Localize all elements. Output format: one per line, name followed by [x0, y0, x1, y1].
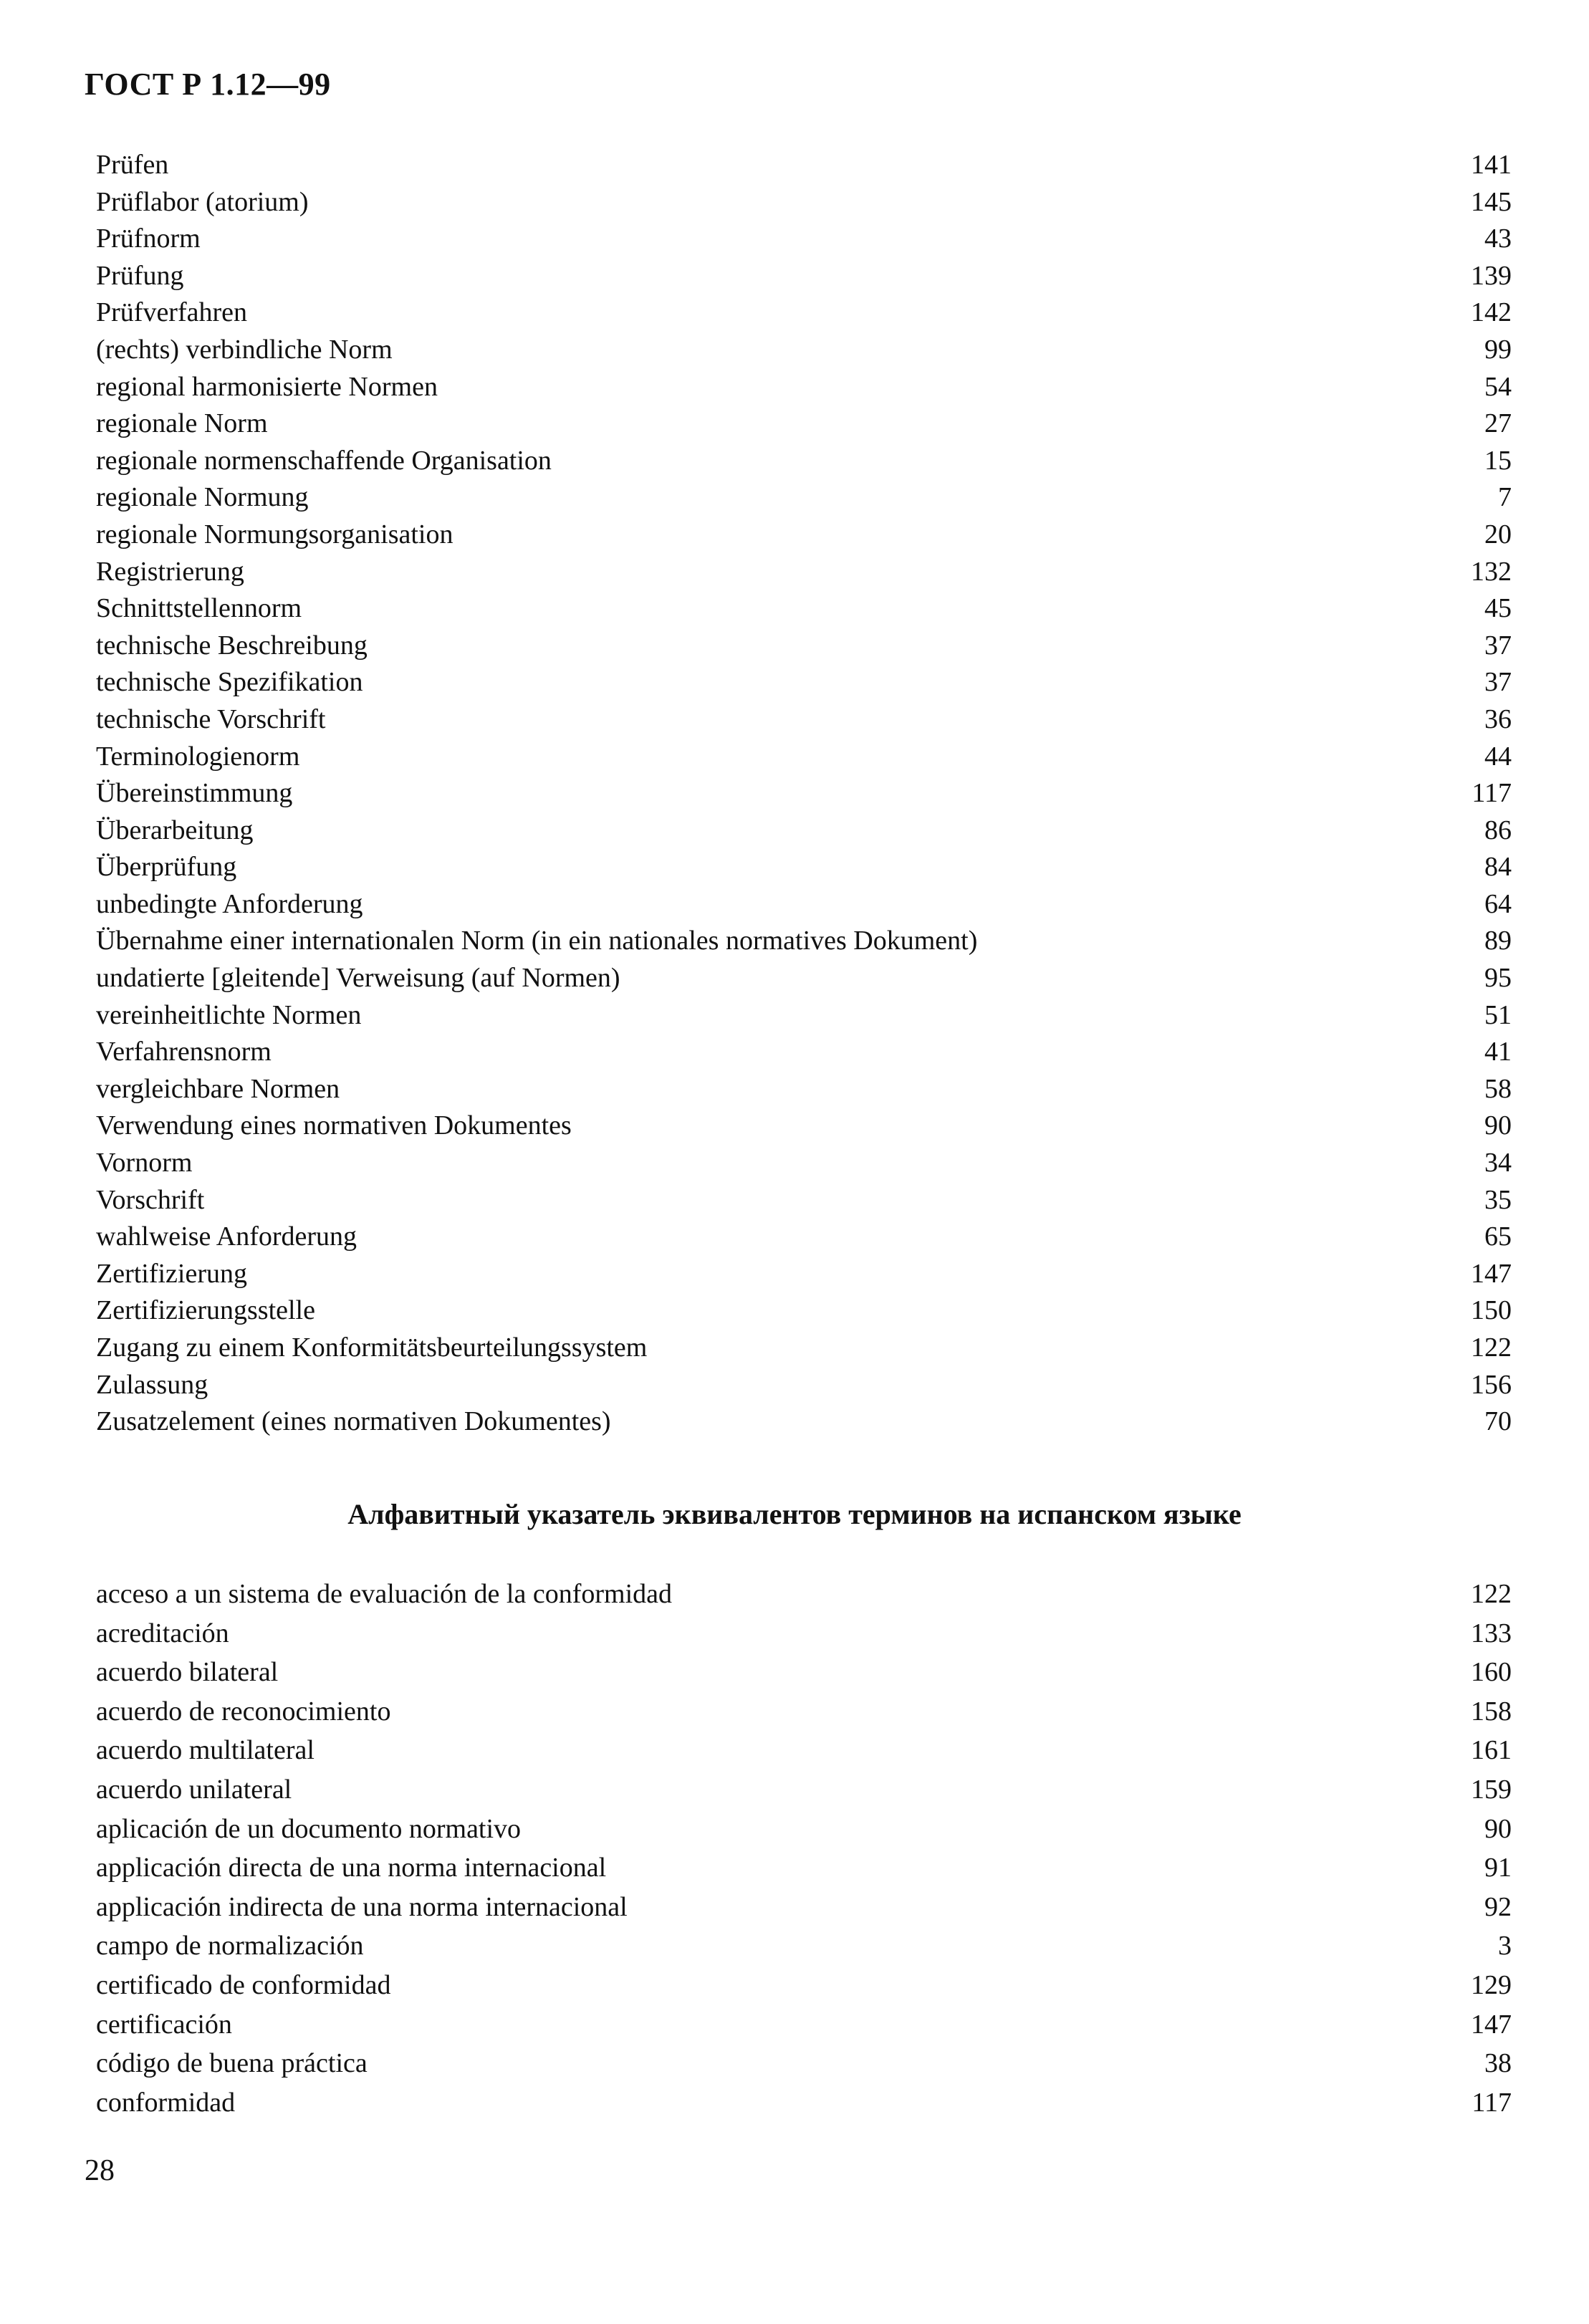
index-entry: [96, 960, 1512, 997]
index-entry: [96, 1692, 1512, 1732]
index-entry: [96, 1403, 1512, 1441]
index-term-number: 89: [1484, 926, 1512, 956]
index-term-number: 159: [1471, 1774, 1512, 1805]
index-term: acuerdo multilateral: [96, 1735, 315, 1766]
index-term: regionale Norm: [96, 408, 268, 439]
index-term: código de buena práctica: [96, 2048, 368, 2079]
index-term-number: 161: [1471, 1735, 1512, 1766]
index-term: acreditación: [96, 1618, 229, 1648]
index-term: certificado de conformidad: [96, 1969, 391, 2000]
index-entry: [96, 1108, 1512, 1145]
index-term-number: 147: [1471, 1258, 1512, 1289]
index-term: Schnittstellennorm: [96, 593, 302, 624]
index-entry: [96, 1966, 1512, 2005]
index-term-number: 139: [1471, 260, 1512, 291]
index-term-number: 132: [1471, 556, 1512, 587]
index-term: acuerdo unilateral: [96, 1774, 292, 1805]
index-entry: [96, 184, 1512, 221]
index-entry: [96, 1810, 1512, 1849]
index-term-number: 51: [1484, 999, 1512, 1030]
index-entry: [96, 369, 1512, 406]
index-term: Zugang zu einem Konformitätsbeurteilungssystem: [96, 1333, 648, 1363]
index-term: technische Vorschrift: [96, 704, 326, 734]
index-term: Zertifizierungsstelle: [96, 1295, 315, 1326]
index-term-number: 122: [1471, 1579, 1512, 1609]
index-term-number: 37: [1484, 630, 1512, 661]
index-entry: [96, 479, 1512, 517]
index-entry: [96, 1770, 1512, 1810]
index-term: Prüfnorm: [96, 224, 201, 254]
index-term: acuerdo bilateral: [96, 1657, 279, 1688]
index-term-number: 45: [1484, 593, 1512, 624]
index-term: regionale Normung: [96, 482, 309, 513]
index-entry: [96, 405, 1512, 443]
index-entry: [96, 1182, 1512, 1219]
index-entry: [96, 664, 1512, 701]
index-term-number: 90: [1484, 1110, 1512, 1141]
index-entry: [96, 1071, 1512, 1108]
page-number: 28: [85, 2154, 115, 2187]
index-entry: [96, 443, 1512, 480]
index-entry: [96, 258, 1512, 295]
index-term: conformidad: [96, 2087, 236, 2118]
index-term-number: 160: [1471, 1657, 1512, 1688]
index-term-number: 129: [1471, 1969, 1512, 2000]
index-term-number: 7: [1498, 482, 1512, 513]
index-term: Zertifizierung: [96, 1258, 248, 1289]
index-entry: [96, 1888, 1512, 1927]
index-term-number: 91: [1484, 1853, 1512, 1883]
index-term: regionale normenschaffende Organisation: [96, 445, 552, 476]
index-term: Prüfen: [96, 150, 169, 180]
index-term: Prüfverfahren: [96, 297, 248, 328]
index-term-number: 145: [1471, 186, 1512, 217]
index-entry: [96, 997, 1512, 1034]
index-term: applicación indirecta de una norma internacional: [96, 1891, 628, 1922]
index-term-number: 90: [1484, 1813, 1512, 1844]
index-term: Zusatzelement (eines normativen Dokumentes): [96, 1406, 611, 1437]
german-term-index: [96, 147, 1512, 1441]
index-entry: [96, 554, 1512, 591]
index-term-number: 133: [1471, 1618, 1512, 1648]
index-entry: [96, 923, 1512, 960]
index-term: Prüfung: [96, 260, 184, 291]
index-entry: [96, 628, 1512, 665]
index-term: Terminologienorm: [96, 741, 300, 772]
index-term: acuerdo de reconocimiento: [96, 1696, 391, 1727]
index-term: unbedingte Anforderung: [96, 888, 363, 919]
index-term-number: 150: [1471, 1295, 1512, 1326]
index-entry: [96, 775, 1512, 812]
index-term-number: 41: [1484, 1037, 1512, 1067]
index-entry: [96, 1034, 1512, 1071]
index-term-number: 142: [1471, 297, 1512, 328]
index-term-number: 44: [1484, 741, 1512, 772]
index-term: Übereinstimmung: [96, 778, 293, 809]
index-term: Prüflabor (atorium): [96, 186, 309, 217]
index-entry: [96, 1219, 1512, 1256]
index-term-number: 65: [1484, 1221, 1512, 1252]
index-entry: [96, 2083, 1512, 2123]
index-term: acceso a un sistema de evaluación de la conformidad: [96, 1579, 672, 1609]
index-term-number: 99: [1484, 334, 1512, 365]
index-term-number: 92: [1484, 1891, 1512, 1922]
index-entry: [96, 294, 1512, 332]
index-term: certificación: [96, 2009, 232, 2040]
index-entry: [96, 517, 1512, 554]
index-term: applicación directa de una norma internacional: [96, 1853, 607, 1883]
index-entry: [96, 1614, 1512, 1653]
index-term-number: 58: [1484, 1073, 1512, 1104]
index-term-number: 37: [1484, 667, 1512, 698]
index-term-number: 95: [1484, 963, 1512, 994]
index-term-number: 158: [1471, 1696, 1512, 1727]
index-term-number: 36: [1484, 704, 1512, 734]
index-entry: [96, 147, 1512, 184]
index-term-number: 54: [1484, 371, 1512, 402]
index-entry: [96, 590, 1512, 628]
index-term: wahlweise Anforderung: [96, 1221, 357, 1252]
index-term-number: 156: [1471, 1369, 1512, 1400]
index-entry: [96, 1367, 1512, 1404]
index-term: vereinheitlichte Normen: [96, 999, 362, 1030]
index-term: regionale Normungsorganisation: [96, 519, 453, 549]
index-entry: [96, 1731, 1512, 1770]
spanish-term-index: [96, 1575, 1512, 2122]
index-term-number: 64: [1484, 888, 1512, 919]
index-entry: [96, 849, 1512, 886]
index-term: Verwendung eines normativen Dokumentes: [96, 1110, 572, 1141]
index-entry: [96, 1256, 1512, 1293]
index-entry: [96, 886, 1512, 923]
index-entry: [96, 332, 1512, 369]
index-term-number: 141: [1471, 150, 1512, 180]
index-term-number: 117: [1472, 2087, 1512, 2118]
index-term: Registrierung: [96, 556, 244, 587]
index-term: Zulassung: [96, 1369, 208, 1400]
index-term-number: 27: [1484, 408, 1512, 439]
index-term-number: 15: [1484, 445, 1512, 476]
index-term-number: 147: [1471, 2009, 1512, 2040]
index-term-number: 20: [1484, 519, 1512, 549]
index-term-number: 84: [1484, 852, 1512, 883]
index-term: Vornorm: [96, 1148, 193, 1178]
index-term-number: 35: [1484, 1184, 1512, 1215]
index-term: aplicación de un documento normativo: [96, 1813, 522, 1844]
index-term-number: 3: [1498, 1931, 1512, 1962]
index-entry: [96, 2005, 1512, 2045]
index-entry: [96, 1653, 1512, 1692]
index-entry: [96, 812, 1512, 850]
index-term-number: 43: [1484, 224, 1512, 254]
index-term: Vorschrift: [96, 1184, 205, 1215]
index-term-number: 86: [1484, 815, 1512, 845]
index-term: (rechts) verbindliche Norm: [96, 334, 393, 365]
index-entry: [96, 739, 1512, 776]
index-entry: [96, 1575, 1512, 1614]
index-term: campo de normalización: [96, 1931, 364, 1962]
index-term-number: 122: [1471, 1333, 1512, 1363]
index-term: technische Spezifikation: [96, 667, 363, 698]
index-term: Verfahrensnorm: [96, 1037, 272, 1067]
index-term-number: 70: [1484, 1406, 1512, 1437]
index-entry: [96, 1292, 1512, 1330]
index-entry: [96, 1926, 1512, 1966]
document-header: ГОСТ Р 1.12—99: [85, 67, 331, 102]
index-term: Überprüfung: [96, 852, 237, 883]
index-entry: [96, 1145, 1512, 1182]
index-term: regional harmonisierte Normen: [96, 371, 438, 402]
index-term-number: 34: [1484, 1148, 1512, 1178]
index-entry: [96, 701, 1512, 739]
index-term-number: 117: [1472, 778, 1512, 809]
index-term: Übernahme einer internationalen Norm (in ein nationales normatives Dokument): [96, 926, 978, 956]
index-term: vergleichbare Normen: [96, 1073, 340, 1104]
index-term: technische Beschreibung: [96, 630, 368, 661]
index-entry: [96, 2044, 1512, 2083]
index-term-number: 38: [1484, 2048, 1512, 2079]
spanish-index-heading: Алфавитный указатель эквивалентов терминов на испанском языке: [347, 1498, 1242, 1530]
index-entry: [96, 221, 1512, 258]
index-term: undatierte [gleitende] Verweisung (auf Normen): [96, 963, 620, 994]
index-term: Überarbeitung: [96, 815, 254, 845]
index-entry: [96, 1330, 1512, 1367]
index-entry: [96, 1848, 1512, 1888]
